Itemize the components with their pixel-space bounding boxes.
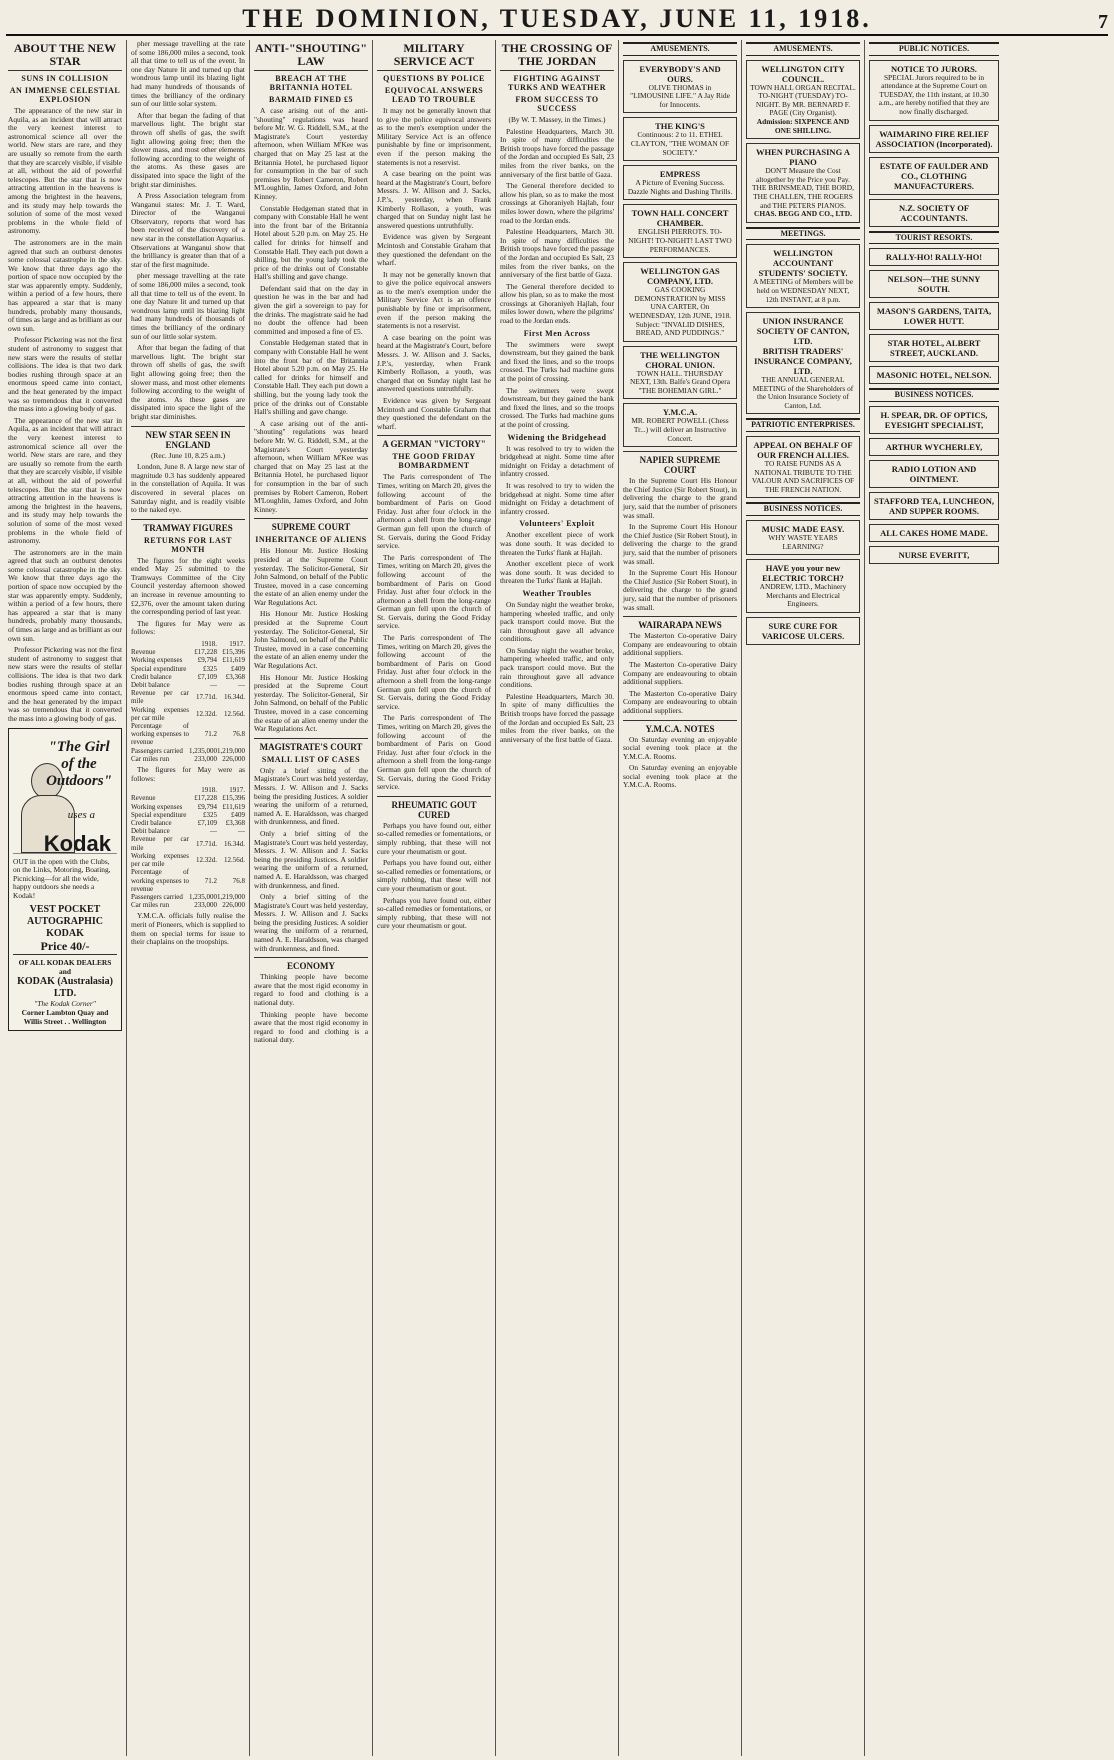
ad-text: TOWN HALL. THURSDAY NEXT, 13th. Balfe's Grand Opera "THE BOHEMIAN GIRL." (629, 368, 731, 395)
article-paragraph: Palestine Headquarters, March 30. In spite of many difficulties the British troops have forced the passage of the Jordan and occupied Es Salt, 23 miles from the river banks, on the anniversary of the first battle of Gaza. (500, 691, 614, 744)
table-cell: — (238, 681, 245, 690)
section-meetings: MEETINGS. (746, 227, 860, 241)
section-german-victory: A GERMAN "VICTORY" (377, 435, 491, 449)
column-1 (4, 40, 127, 1756)
table-cell: £409 (231, 810, 245, 819)
table-row (131, 794, 245, 802)
ad-title: WELLINGTON ACCOUNTANT STUDENTS' SOCIETY. (758, 248, 848, 279)
article-paragraph: Defendant said that on the day in question he was in the bar and had given the girl a sovereign to pay for the drinks. The magistrate said he had no doubt the offence had been committed and imposed a fine of £5. (254, 283, 368, 336)
table-row (131, 803, 245, 811)
kodak-advertisement (8, 728, 122, 1032)
article-paragraph: It was resolved to try to widen the bridgehead at night. Some time after midnight on Friday a detachment of infantry crossed. (500, 443, 614, 479)
column-7 (742, 40, 865, 1756)
table-row (131, 656, 245, 664)
ad-spear (869, 406, 999, 434)
ad-title: UNION INSURANCE SOCIETY OF CANTON, LTD. (756, 316, 850, 347)
table-cell: £11,619 (222, 656, 245, 665)
table-cell: Revenue (131, 648, 156, 657)
table-cell: Percentage of working expenses to revenue (131, 722, 189, 747)
article-paragraph: Thinking people have become aware that the most rigid economy in regard to food and clothing is a national duty. (254, 1009, 368, 1045)
article-paragraph: The astronomers are in the main agreed that such an outburst denotes some colossal catastrophe in the sky. We know that three days ago the portion of space now occupied by the star was apparently empty. Suddenly, within a period of a few hours, there has appeared a star that is many hundreds, probably many thousands, of times as large and as brilliant as our own sun. (8, 237, 122, 333)
ad-title: WHEN PURCHASING A PIANO (756, 147, 850, 168)
table-row (131, 706, 245, 722)
deck-britannia: BREACH AT THE BRITANNIA HOTEL (269, 74, 353, 92)
table-cell: Working expenses (131, 802, 183, 811)
ad-ymca (623, 403, 737, 447)
section-tourist: TOURIST RESORTS. (869, 231, 999, 245)
table-cell: 12.32d. (196, 709, 217, 718)
column-4 (373, 40, 496, 1756)
ad-town-hall (623, 204, 737, 258)
table-note: The figures for May were as follows: (131, 618, 245, 637)
section-magistrates-court: MAGISTRATE'S COURT (254, 738, 368, 752)
article-paragraph: Another excellent piece of work was done south. It was decided to threaten the Turks' flank at Hajlah. (500, 559, 614, 586)
ad-rally-ho (869, 248, 999, 266)
table-row (131, 640, 245, 648)
ad-title: THE KING'S (655, 121, 705, 132)
table-cell: 16.34d. (224, 693, 245, 702)
article-paragraph: Professor Pickering was not the first student of astronomy to suggest that new stars were the results of stellar collisions. The idea is that two dark bodies rushing through space at an enormous speed came into contact, and the heat generated by the impact was so tremendous that it converted the mass into a glowing body of gas. (8, 335, 122, 414)
table-row (131, 673, 245, 681)
article-paragraph: London, June 8. A large new star of magnitude 0.3 has suddenly appeared in the constellation of Aquila. It was discovered in several places on Saturday night, and is readily visible to the naked eye. (131, 462, 245, 515)
table-cell: £11,619 (222, 802, 245, 811)
article-paragraph: A case arising out of the anti-"shouting" regulations was heard before Mr. W. G. Riddell, S.M., at the Magistrate's Court yesterday afternoon, when William M'Kee was charged that on May 25 last at the Britannia Hotel, he purchased liquor for consumption in the bar of such premises by Robert Cameron, Robert M'Loughlin, James Oxford, and John Kinney. (254, 106, 368, 201)
table-cell: £325 (203, 810, 217, 819)
article-paragraph: The appearance of the new star in Aquila, as an incident that will attract the very keenest interest to astronomical science all over the world. New stars are rare, and they are usually so remote from the earth that they are scarcely visible, if visible at all, without the aid of powerful telescopes. But the star that is now attracting attention in the heavens is among the brightest in the heavens, and its study may help towards the solution of some of the most vexed problems in the whole field of astronomy. (8, 106, 122, 236)
column-2 (127, 40, 250, 1756)
kodak-slogan-uses: uses a (67, 808, 95, 821)
table-cell: Car miles run (131, 901, 170, 910)
article-paragraph: After that began the fading of that marvellous light. The bright star thrown off shells of gas, the swift light allowing going free; then the slower mass, and most other elements following according to the weight of the atoms. As these gases are dissipated into space the light of the bright star diminishes. (131, 343, 245, 421)
kodak-company: KODAK (Australasia) LTD. (17, 976, 113, 1000)
deck-turks: FIGHTING AGAINST TURKS AND WEATHER (508, 74, 606, 92)
table-cell: £3,368 (225, 672, 245, 681)
table-cell: £17,228 (194, 648, 217, 657)
ad-title: SURE CURE FOR VARICOSE ULCERS. (761, 621, 845, 641)
table-cell: £7,109 (197, 819, 217, 828)
article-paragraph: The Masterton Co-operative Dairy Company are endeavouring to obtain additional suppliers. (623, 631, 737, 658)
deck-aliens: INHERITANCE OF ALIENS (255, 535, 367, 545)
article-paragraph: In the Supreme Court His Honour the Chief Justice (Sir Robert Stout), in delivering the charge to the grand jury, said that the number of prisoners was small. (623, 522, 737, 566)
table-row (131, 852, 245, 868)
section-amusements-2: AMUSEMENTS. (746, 42, 860, 56)
table-row (131, 689, 245, 705)
table-cell: 226,000 (222, 754, 245, 763)
ad-firm: CHAS. BEGG AND CO., LTD. (754, 209, 852, 219)
ad-title: RALLY-HO! RALLY-HO! (885, 252, 983, 263)
table-cell: 1918. (201, 640, 217, 649)
section-napier-court: NAPIER SUPREME COURT (623, 451, 737, 475)
table-row (131, 722, 245, 747)
ad-title: BRITISH TRADERS' INSURANCE COMPANY, LTD. (754, 346, 852, 377)
table-cell: 12.56d. (224, 855, 245, 864)
ad-stafford-tea (869, 492, 999, 520)
ad-title: STAR HOTEL, ALBERT STREET, AUCKLAND. (887, 338, 981, 359)
table-cell: Credit balance (131, 819, 172, 828)
section-amusements: AMUSEMENTS. (623, 42, 737, 56)
table-cell: — (210, 827, 217, 836)
table-cell: Revenue per car mile (131, 689, 189, 706)
article-paragraph: Perhaps you have found out, either so-called remedies or fomentations, or simply rubbing, that these will not cure your rheumatism or gout. (377, 820, 491, 856)
ad-title: MUSIC MADE EASY. (761, 524, 845, 535)
ad-piano (746, 143, 860, 223)
table-cell: £15,396 (222, 794, 245, 803)
section-supreme-court: SUPREME COURT (254, 518, 368, 532)
article-paragraph: The astronomers are in the main agreed that such an outburst denotes some colossal catastrophe in the sky. We know that three days ago the portion of space now occupied by the star was apparently empty. Suddenly, within a period of a few hours, there has appeared a star that is many hundreds, probably many thousands, of times as large and as brilliant as our own sun. (8, 547, 122, 643)
ad-city-council (746, 60, 860, 140)
deck-police: QUESTIONS BY POLICE (383, 74, 485, 83)
table-cell: £3,368 (225, 819, 245, 828)
column-6 (619, 40, 742, 1756)
article-paragraph: Perhaps you have found out, either so-called remedies or fomentations, or simply rubbing, that these will not cure your rheumatism or gout. (377, 895, 491, 931)
table-cell: 233,000 (194, 901, 217, 910)
deck-returns: RETURNS FOR LAST MONTH (143, 535, 232, 554)
ad-nurse-everitt (869, 546, 999, 564)
article-paragraph: Evidence was given by Sergeant Mcintosh and Constable Graham that they questioned the defendant on the wharf. (377, 396, 491, 431)
deck-good-friday: THE GOOD FRIDAY BOMBARDMENT (392, 452, 476, 471)
table-cell: Passengers carried (131, 892, 183, 901)
table-row (131, 786, 245, 794)
ad-text: Continuous: 2 to 11. ETHEL CLAYTON, "THE WOMAN OF SOCIETY." (630, 130, 730, 157)
deck-equivocal: EQUIVOCAL ANSWERS LEAD TO TROUBLE (384, 86, 484, 104)
section-business: BUSINESS NOTICES. (746, 502, 860, 516)
table-note: The figures for May were as follows: (131, 765, 245, 783)
ad-title: ALL CAKES HOME MADE. (880, 527, 988, 538)
notice-accountants (869, 199, 999, 227)
table-cell: Debit balance (131, 681, 170, 690)
ad-text: OLIVE THOMAS in "LIMOUSINE LIFE." A Jay Ride for Innocents. (630, 82, 730, 109)
table-cell: Special expenditure (131, 810, 187, 819)
article-paragraph: On Saturday evening an enjoyable social evening took place at the Y.M.C.A. Rooms. (623, 734, 737, 761)
ad-empress (623, 165, 737, 200)
table-cell: 76.8 (232, 876, 245, 885)
article-paragraph: On Saturday evening an enjoyable social evening took place at the Y.M.C.A. Rooms. (623, 763, 737, 790)
notice-title: NOTICE TO JURORS. (891, 63, 977, 74)
dateline: (Rec. June 10, 8.25 a.m.) (150, 450, 226, 460)
table-row (131, 893, 245, 901)
ad-title: STAFFORD TEA, LUNCHEON, AND SUPPER ROOMS. (873, 495, 995, 516)
article-paragraph: After that began the fading of that marvellous light. The bright star thrown off shells of gas, the swift light allowing going free; then the slower mass, and most other elements following according to the weight of the atoms. As these gases are dissipated into space the light of the bright star diminishes. (131, 110, 245, 189)
article-paragraph: Constable Hedgeman stated that in company with Constable Hall he went into the front bar of the Britannia Hotel about 5.20 p.m. on May 25. He called for drinks for himself and Constable Hall. They each put down a shilling, but the young lady took the price of the drinks out of Constable Hall's shilling and gave change. (254, 338, 368, 417)
byline: (By W. T. Massey, in the Times.) (508, 115, 606, 124)
section-economy: ECONOMY (254, 957, 368, 971)
ad-title: APPEAL ON BEHALF OF OUR FRENCH ALLIES. (753, 440, 853, 461)
section-public-notices: PUBLIC NOTICES. (869, 42, 999, 56)
article-paragraph: It may not be generally known that to give the police equivocal answers as to the men's exemption under the Military Service Act is an offence punishable by fine or imprisonment, even if the person making the statements is not a reservist. (377, 106, 491, 167)
section-rheumatic: RHEUMATIC GOUT CURED (377, 796, 491, 820)
ad-kings (623, 117, 737, 161)
table-cell: 12.32d. (196, 855, 217, 864)
table-cell: — (210, 681, 217, 690)
article-paragraph: In the Supreme Court His Honour the Chief Justice (Sir Robert Stout), in delivering the charge to the grand jury, said that the number of prisoners was small. (623, 476, 737, 520)
deck-explosion: AN IMMENSE CELESTIAL EXPLOSION (9, 86, 121, 104)
article-paragraph: The General therefore decided to allow his plan, so as to make the most crossings at Ghoraniyeh Hajlah, four miles lower down, where the pilgrims' road to the Jordan ends. (500, 181, 614, 225)
article-paragraph: Only a brief sitting of the Magistrate's Court was held yesterday, Messrs. J. W. Allison and J. Sacks being the presiding Justices. A soldier wearing the uniform of a returned, named A. E. Haraldsson, was charged with drunkenness, and fined. (254, 892, 368, 953)
ad-text: A MEETING of Members will be held on WEDNESDAY NEXT, 12th INSTANT, at 8 p.m. (753, 277, 853, 304)
table-cell: 76.8 (232, 730, 245, 739)
kodak-slogan: "The Girl of the Outdoors" (46, 738, 112, 789)
table-cell: 16.34d. (224, 839, 245, 848)
table-cell: 12.56d. (224, 709, 245, 718)
article-paragraph: It was resolved to try to widen the bridgehead at night. Some time after midnight on Friday a detachment of infantry crossed. (500, 480, 614, 516)
kodak-tagline: "The Kodak Corner" (34, 999, 96, 1009)
table-cell: 1,219,000 (217, 892, 245, 901)
ad-french-allies (746, 436, 860, 498)
article-paragraph: Only a brief sitting of the Magistrate's Court was held yesterday, Messrs. J. W. Allison and J. Sacks being the presiding Justices. A soldier wearing the uniform of a returned, named A. E. Haraldsson, was charged with drunkenness, and fined. (254, 828, 368, 890)
ad-everybodys (623, 60, 737, 114)
ad-wycherley (869, 438, 999, 456)
table-cell: Car miles run (131, 754, 170, 763)
headline-anti-shouting: ANTI-"SHOUTING" LAW (254, 42, 368, 71)
table-cell: 233,000 (194, 754, 217, 763)
masthead-title: THE DOMINION, TUESDAY, JUNE 11, 1918. (242, 4, 872, 33)
table-cell: Credit balance (131, 672, 172, 681)
section-new-star-england: NEW STAR SEEN IN ENGLAND (131, 426, 245, 450)
article-paragraph: pher message travelling at the rate of some 186,000 miles a second, took all that time to tell us of the event. In one day Nature lit and turned up that wondrous lamp until its blazing light had many hundreds of thousands of times the brilliancy of the ordinary sun of our little solar system. (131, 271, 245, 341)
table-cell: 17.71d. (196, 839, 217, 848)
ad-title: H. SPEAR, DR. OF OPTICS, EYESIGHT SPECIALIST, (880, 409, 988, 430)
notice-waimarino (869, 125, 999, 153)
table-cell: 17.71d. (196, 693, 217, 702)
headline-military-service: MILITARY SERVICE ACT (377, 42, 491, 71)
ad-star-hotel (869, 334, 999, 362)
deck-barmaid: BARMAID FINED £5 (269, 95, 353, 104)
table-cell: 71.2 (204, 876, 217, 885)
table-cell: Percentage of working expenses to revenue (131, 868, 189, 893)
page-number: 7 (1098, 11, 1108, 33)
ad-title: TOWN HALL CONCERT CHAMBER. (631, 208, 729, 229)
ad-text: A Picture of Evening Success. Dazzle Nights and Dashing Thrills. (627, 178, 733, 196)
notice-jurors (869, 60, 999, 121)
article-paragraph: A case arising out of the anti-"shouting" regulations was heard before Mr. W. G. Riddell, S.M., at the Magistrate's Court yesterday afternoon, when William M'Kee was charged that on May 25 last at the Britannia Hotel, he purchased liquor for consumption in the bar of such premises by Robert Cameron, Robert M'Loughlin, James Oxford, and John Kinney. (254, 418, 368, 514)
subhead-bridgehead: Widening the Bridgehead (507, 432, 607, 442)
ad-text: ANDREW, LTD., Machinery Merchants and Electrical Engineers. (759, 582, 847, 609)
table-row (131, 665, 245, 673)
table-cell: £9,794 (197, 656, 217, 665)
article-paragraph: It may not be generally known that to give the police equivocal answers as to the men's exemption under the Military Service Act is an offence punishable by fine or imprisonment, even if the person making the statements is not a reservist. (377, 269, 491, 331)
kodak-address: Corner Lambton Quay and Willis Street . . Wellington (21, 1007, 109, 1026)
article-paragraph: The swimmers were swept downstream, but they gained the bank and fixed the lines, and so the troops crossed. The Turks had machine guns at the point of crossing. (500, 385, 614, 429)
headline-new-star: ABOUT THE NEW STAR (8, 42, 122, 71)
table-cell: Working expenses per car mile (131, 851, 189, 869)
ad-varicose (746, 617, 860, 645)
table-cell: 1,219,000 (217, 746, 245, 755)
ad-title: RADIO LOTION AND OINTMENT. (891, 463, 977, 484)
section-patriotic: PATRIOTIC ENTERPRISES. (746, 418, 860, 432)
table-cell: £7,109 (197, 672, 217, 681)
section-tramway: TRAMWAY FIGURES (131, 519, 245, 533)
ad-text: WHY WASTE YEARS LEARNING? (768, 533, 838, 551)
article-paragraph: A case bearing on the point was heard at the Magistrate's Court, before Messrs. J. W. Allison and J. Sacks, J.P.'s, yesterday, when Frank Kimberly Rollason, a youth, was charged that on Sunday night last he answered questions untruthfully. (377, 169, 491, 230)
deck-small-list: SMALL LIST OF CASES (261, 754, 361, 764)
ad-title: WELLINGTON CITY COUNCIL. (761, 63, 845, 84)
article-paragraph: Only a brief sitting of the Magistrate's Court was held yesterday, Messrs. J. W. Allison and J. Sacks being the presiding Justices. A soldier wearing the uniform of a returned, named A. E. Haraldsson, was charged with drunkenness, and fined. (254, 765, 368, 827)
notice-title: ESTATE OF FAULDER AND CO., CLOTHING MANUFACTURERS. (879, 160, 989, 191)
article-paragraph: A case bearing on the point was heard at the Magistrate's Court, before Messrs. J. W. Allison and J. Sacks, J.P.'s, yesterday, when Frank Kimberly Rollason, a youth, was charged that on Sunday night last he answered questions untruthfully. (377, 332, 491, 394)
table-cell: Passengers carried (131, 746, 183, 755)
tramway-table-2 (131, 786, 245, 909)
ad-title: EMPRESS (659, 169, 701, 180)
article-paragraph: The swimmers were swept downstream, but they gained the bank and fixed the lines, and so the troops crossed. The Turks had machine guns at the point of crossing. (500, 339, 614, 384)
ad-title: Y.M.C.A. (662, 407, 698, 418)
masthead (6, 4, 1108, 36)
headline-jordan: THE CROSSING OF THE JORDAN (500, 42, 614, 71)
article-paragraph: A Press Association telegram from Wanganui states: Mr. J. T. Ward, Director of the Wanganui Observatory, reports that word has been received of the discovery of a new star in the constellation Aquarius. Observations at Wanganui show that the brilliancy is greater than that of a star of the first magnitude. (131, 191, 245, 269)
ad-text: GAS COOKING DEMONSTRATION by MISS UNA CARTER, On WEDNESDAY, 12th JUNE, 1918. Subject: "INVALID DISHES, BREAD, AND PUDDINGS." (628, 285, 732, 338)
table-row (131, 648, 245, 656)
table-row (131, 827, 245, 835)
ad-title: MASONIC HOTEL, NELSON. (876, 370, 992, 381)
section-wairarapa: WAIRARAPA NEWS (623, 616, 737, 630)
ad-union-insurance (746, 312, 860, 414)
ad-text: DON'T Measure the Cost altogether by the Price you Pay. THE BRINSMEAD, THE BORD, THE CHALLEN, THE ROGERS and THE PETERS PIANOS. (752, 166, 854, 210)
column-5 (496, 40, 619, 1756)
ad-cakes (869, 524, 999, 542)
ad-music (746, 520, 860, 555)
table-row (131, 819, 245, 827)
article-paragraph: Another excellent piece of work was done south. It was decided to threaten the Turks' flank at Hajlah. (500, 530, 614, 557)
article-paragraph: His Honour Mr. Justice Hosking presided at the Supreme Court yesterday. The Solicitor-General, Sir John Salmond, on behalf of the Public Trustee, moved in a case concerning the estate of an alien enemy under the War Regulations Act. (254, 609, 368, 671)
article-paragraph: Y.M.C.A. officials fully realise the merit of Pioneers, which is supplied to them on special terms for issue to their chaplains on the troopships. (131, 911, 245, 947)
kodak-dealers: OF ALL KODAK DEALERS and (18, 958, 112, 976)
ad-choral-union (623, 346, 737, 400)
notice-title: WAIMARINO FIRE RELIEF ASSOCIATION (Incorporated). (875, 128, 993, 149)
section-business-notices: BUSINESS NOTICES. (869, 388, 999, 402)
table-cell: £9,794 (197, 802, 217, 811)
kodak-price: Price 40/- (40, 938, 90, 953)
ad-admission: Admission: SIXPENCE AND ONE SHILLING. (756, 116, 850, 135)
table-cell: 1917. (229, 640, 245, 649)
notice-text: SPECIAL Jurors required to be in attendance at the Supreme Court on TUESDAY, the 11th instant, at 10.30 a.m., are hereby notified that they are now finally discharged. (878, 72, 990, 116)
subhead-first-men: First Men Across (523, 328, 591, 338)
table-cell: £325 (203, 664, 217, 673)
deck-success: FROM SUCCESS TO SUCCESS (515, 95, 599, 113)
article-paragraph: The Masterton Co-operative Dairy Company are endeavouring to obtain additional suppliers. (623, 688, 737, 715)
ad-text: MR. ROBERT POWELL (Chess Tr...) will deliver an Instructive Concert. (631, 416, 729, 443)
article-paragraph: Palestine Headquarters, March 30. In spite of many difficulties the British troops have forced the passage of the Jordan and occupied Es Salt, 23 miles from the river banks, on the anniversary of the first battle of Gaza. (500, 126, 614, 179)
divider (13, 954, 117, 955)
notice-title: N.Z. SOCIETY OF ACCOUNTANTS. (898, 202, 970, 223)
kodak-body: OUT in the open with the Clubs, on the Links, Motoring, Boating, Picnicking—for all the wide, happy outdoors she needs a Kodak! (13, 856, 111, 900)
ad-text: TOWN HALL ORGAN RECITAL. TO-NIGHT (TUESDAY) TO-NIGHT. By MR. BERNARD F. PAGE (City Organist). (750, 82, 856, 118)
article-paragraph: The appearance of the new star in Aquila, as an incident that will attract the very keenest interest to astronomical science all over the world. New stars are rare, and they are usually so remote from the earth that they are scarcely visible, if visible at all, without the aid of powerful telescopes. But the star that is now attracting attention in the heavens is among the brightest in the heavens, and its study may help towards the solution of some of the most vexed problems in the whole field of astronomy. (8, 415, 122, 546)
table-cell: 226,000 (222, 901, 245, 910)
ad-torch (746, 559, 860, 613)
ad-text: TO RAISE FUNDS AS A NATIONAL TRIBUTE TO THE VALOUR AND SACRIFICES OF THE FRENCH NATION. (751, 459, 855, 494)
table-cell: Revenue per car mile (131, 835, 189, 852)
section-ymca-notes: Y.M.C.A. NOTES (623, 720, 737, 734)
table-cell: 1,235,000 (189, 746, 217, 755)
table-row (131, 747, 245, 755)
article-paragraph: Palestine Headquarters, March 30. In spite of many difficulties the British troops have forced the passage of the Jordan and occupied Es Salt, 23 miles from the river banks, on the anniversary of the first battle of Gaza. (500, 227, 614, 280)
ad-title: HAVE you your new ELECTRIC TORCH? (762, 563, 844, 584)
ad-title: THE WELLINGTON CHORAL UNION. (640, 349, 720, 370)
article-paragraph: The Paris correspondent of The Times, writing on March 20, gives the following account of the bombardment of Paris on Good Friday. Just after four o'clock in the afternoon a shell from the long-range German gun fell upon the church of St. Gervais, during the Good Friday service. (377, 633, 491, 711)
kodak-illustration (13, 733, 117, 854)
article-paragraph: His Honour Mr. Justice Hosking presided at the Supreme Court yesterday. The Solicitor-General, Sir John Salmond, on behalf of the Public Trustee, moved in a case concerning the estate of an alien enemy under the War Regulations Act. (254, 672, 368, 734)
article-paragraph: On Sunday night the weather broke, hampering wheeled traffic, and only pack transport could move. But the rain throughout gave all advance conditions. (500, 599, 614, 644)
column-3 (250, 40, 373, 1756)
table-row (131, 868, 245, 893)
table-row (131, 755, 245, 763)
table-cell: 1917. (229, 786, 245, 795)
table-cell: £17,228 (194, 794, 217, 803)
article-paragraph: Perhaps you have found out, either so-called remedies or fomentations, or simply rubbing, that these will not cure your rheumatism or gout. (377, 858, 491, 893)
deck-suns: SUNS IN COLLISION (21, 74, 109, 83)
table-row (131, 811, 245, 819)
table-cell: Working expenses per car mile (131, 705, 189, 722)
table-row (131, 835, 245, 851)
table-row (131, 901, 245, 909)
article-paragraph: The figures for the eight weeks ended May 25 submitted to the Tramways Committee of the City Council yesterday afternoon showed an increase in revenue amounting to £2,376, over the amount taken during the corresponding period of last year. (131, 555, 245, 617)
notice-faulder (869, 157, 999, 195)
table-cell: Revenue (131, 794, 156, 803)
article-paragraph: On Sunday night the weather broke, hampering wheeled traffic, and only pack transport could move. But the rain throughout gave all advance conditions. (500, 645, 614, 690)
column-8 (865, 40, 1003, 1756)
ad-title: MASON'S GARDENS, TAITA, LOWER HUTT. (876, 306, 992, 327)
ad-title: NURSE EVERITT, (898, 549, 970, 560)
article-paragraph: The Paris correspondent of The Times, writing on March 20, gives the following account of the bombardment of Paris on Good Friday. Just after four o'clock in the afternoon a shell from the long-range German gun fell upon the church of St. Gervais, during the Good Friday service. (377, 472, 491, 551)
ad-masonic-hotel (869, 366, 999, 384)
ad-nelson (869, 270, 999, 298)
table-cell (131, 640, 189, 648)
table-cell: £409 (231, 664, 245, 673)
table-row (131, 681, 245, 689)
table-cell: 1,235,000 (189, 892, 217, 901)
tramway-table (131, 640, 245, 763)
ad-gas-company (623, 262, 737, 342)
article-paragraph: The Paris correspondent of The Times, writing on March 20, gives the following account of the bombardment of Paris on Good Friday. Just after four o'clock in the afternoon a shell from the long-range German gun fell upon the church of St. Gervais, during the Good Friday service. (377, 713, 491, 792)
article-paragraph: The Paris correspondent of The Times, writing on March 20, gives the following account of the bombardment of Paris on Good Friday. Just after four o'clock in the afternoon a shell from the long-range German gun fell upon the church of St. Gervais, during the Good Friday service. (377, 552, 491, 631)
article-paragraph: Evidence was given by Sergeant Mcintosh and Constable Graham that they questioned the defendant on the wharf. (377, 232, 491, 268)
article-paragraph: Professor Pickering was not the first student of astronomy to suggest that new stars were the results of stellar collisions. The idea is that two dark bodies rushing through space at an enormous speed came into contact, and the heat generated by the impact was so tremendous that it converted the mass into a glowing body of gas. (8, 645, 122, 723)
table-cell (131, 786, 189, 794)
table-cell: 71.2 (204, 730, 217, 739)
subhead-weather: Weather Troubles (522, 588, 592, 598)
ad-masons-gardens (869, 302, 999, 330)
article-paragraph: Constable Hedgeman stated that in company with Constable Hall he went into the front bar of the Britannia Hotel about 5.20 p.m. on May 25. He called for drinks for himself and Constable Hall. They each put down a shilling, but the young lady took the price of the drinks out of Constable Hall's shilling and gave change. (254, 203, 368, 282)
article-paragraph: The General therefore decided to allow his plan, so as to make the most crossings at Ghoraniyeh Hajlah, four miles lower down, where the pilgrims' road to the Jordan ends. (500, 281, 614, 326)
article-paragraph: pher message travelling at the rate of some 186,000 miles a second, took all that time to tell us of the event. In one day Nature lit and turned up that wondrous lamp until its blazing light had many hundreds of thousands of times the brilliancy of the ordinary sun of our little solar system. (131, 40, 245, 109)
ad-title: WELLINGTON GAS COMPANY, LTD. (640, 266, 720, 287)
ad-accountants (746, 244, 860, 308)
article-paragraph: In the Supreme Court His Honour the Chief Justice (Sir Robert Stout), in delivering the charge to the grand jury, said that the number of prisoners was small. (623, 568, 737, 612)
kodak-product: VEST POCKET AUTOGRAPHIC KODAK (27, 903, 103, 939)
table-cell: £15,396 (222, 648, 245, 657)
ad-title: EVERYBODY'S AND OURS. (639, 63, 721, 84)
ad-title: NELSON—THE SUNNY SOUTH. (887, 274, 981, 295)
ad-text: THE ANNUAL GENERAL MEETING of the Shareholders of the Union Insurance Society of Canton, Ltd. (752, 375, 854, 410)
article-paragraph: Thinking people have become aware that the most rigid economy in regard to food and clothing is a national duty. (254, 972, 368, 1008)
table-cell: Debit balance (131, 827, 170, 836)
table-cell: 1918. (201, 786, 217, 795)
ad-title: ARTHUR WYCHERLEY, (885, 441, 983, 452)
ad-radio-lotion (869, 460, 999, 488)
table-cell: Special expenditure (131, 664, 187, 673)
kodak-logo: Kodak (43, 830, 111, 856)
article-paragraph: His Honour Mr. Justice Hosking presided at the Supreme Court yesterday. The Solicitor-General, Sir John Salmond, on behalf of the Public Trustee, moved in a case concerning the estate of an alien enemy under the War Regulations Act. (254, 546, 368, 607)
table-cell: — (238, 827, 245, 836)
subhead-volunteers: Volunteers' Exploit (519, 519, 595, 529)
ad-text: ENGLISH PIERROTS. TO-NIGHT! TO-NIGHT! LAST TWO PERFORMANCES. (628, 227, 732, 254)
article-paragraph: The Masterton Co-operative Dairy Company are endeavouring to obtain additional suppliers. (623, 659, 737, 687)
table-cell: Working expenses (131, 656, 183, 665)
